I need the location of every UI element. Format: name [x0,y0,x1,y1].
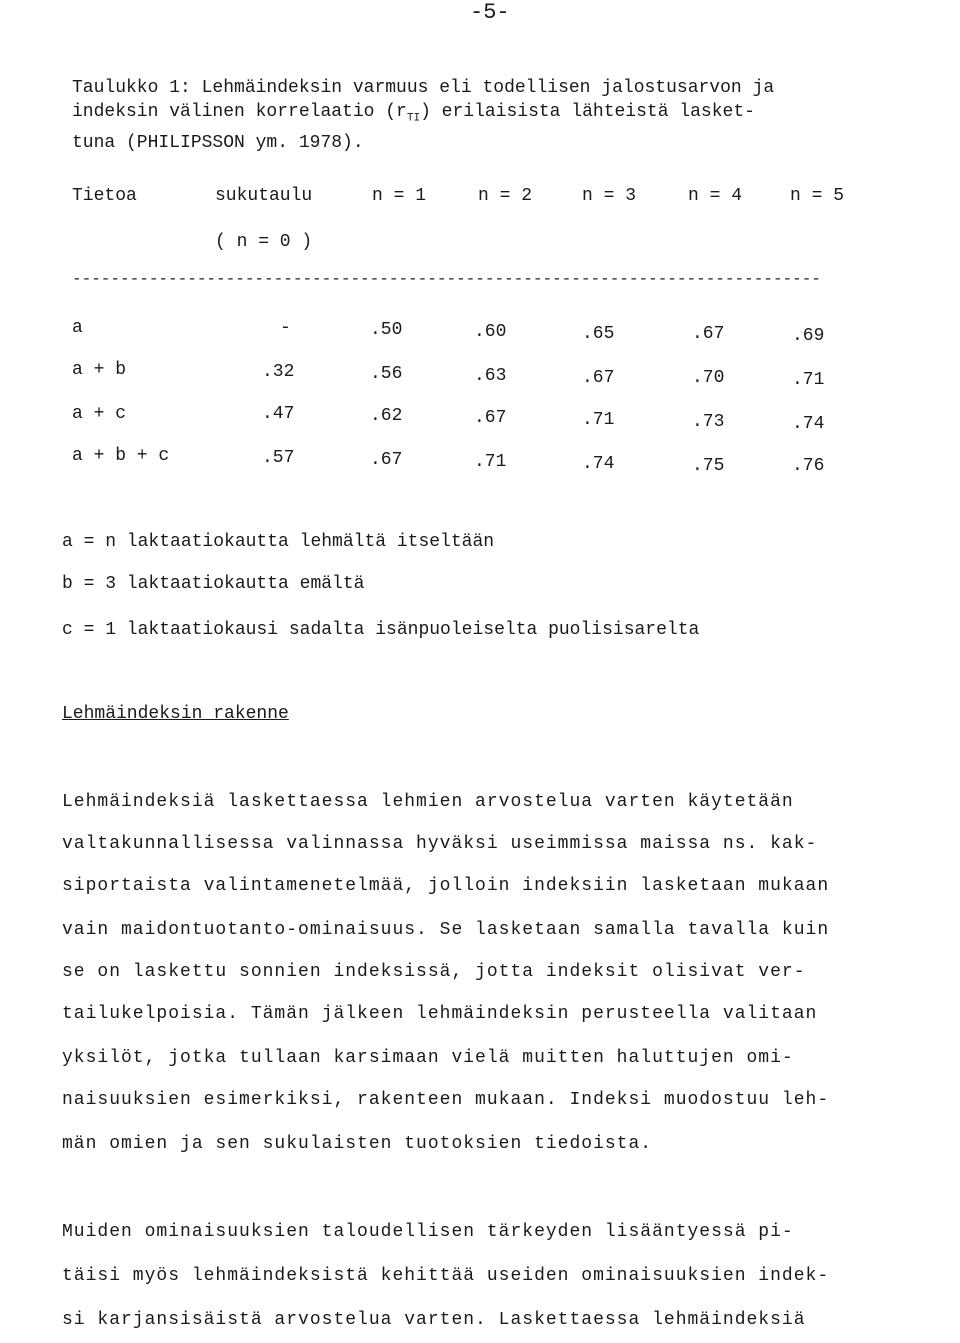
table-cell: .71 [474,452,507,472]
table-cell: .76 [792,456,825,476]
table-header-col3: n = 3 [582,186,637,206]
table-cell: .75 [692,456,725,476]
table-cell: .70 [692,368,725,388]
table-header-col4: n = 4 [688,186,743,206]
table-cell: .71 [792,370,825,390]
table-cell: .65 [582,324,615,344]
caption-line-3: tuna (PHILIPSSON ym. 1978). [72,132,364,153]
table-cell: .67 [370,450,403,470]
table-rule: ------------------------------------------------------------------------------ [72,270,821,288]
paragraph-line: si karjansisäistä arvostelua varten. Laskettaessa lehmäindeksiä [62,1310,806,1330]
table-cell: .67 [692,324,725,344]
paragraph-line: valtakunnallisessa valinnassa hyväksi useimmissa maissa ns. kak- [62,834,818,854]
legend-line: b = 3 laktaatiokautta emältä [62,574,365,594]
paragraph-line: Muiden ominaisuuksien taloudellisen tärkeyden lisääntyessä pi- [62,1222,794,1242]
paragraph-line: täisi myös lehmäindeksistä kehittää useiden ominaisuuksien indek- [62,1266,830,1286]
table-cell: .63 [474,366,507,386]
table-cell: .67 [582,368,615,388]
caption-line-1: Taulukko 1: Lehmäindeksin varmuus eli todellisen jalostusarvon ja [72,78,775,98]
table-cell: .32 [262,362,295,382]
table-header-col5: n = 5 [790,186,845,206]
table-header-label: Tietoa [72,186,137,206]
table-header-col0: sukutaulu [215,186,313,206]
table-cell: .56 [370,364,403,384]
table-cell: - [280,318,291,338]
paragraph-line: Lehmäindeksiä laskettaessa lehmien arvostelua varten käytetään [62,792,794,812]
table-row-label: a + b + c [72,446,170,466]
table-cell: .73 [692,412,725,432]
paragraph-line: se on laskettu sonnien indeksissä, jotta indeksit olisivat ver- [62,962,806,982]
caption-line-2: indeksin välinen korrelaatio $(r_{TI})$ erilaisista lähteistä lasket- [72,102,755,125]
table-cell: .71 [582,410,615,430]
page-number: -5- [470,0,510,25]
paragraph-line: siportaista valintamenetelmää, jolloin indeksiin lasketaan mukaan [62,876,830,896]
table-cell: .74 [582,454,615,474]
correlation-subscript: TI [406,112,421,125]
table-cell: .50 [370,320,403,340]
table-header-col0-sub: ( n = 0 ) [215,232,313,252]
table-row-label: a + c [72,404,127,424]
legend-line: c = 1 laktaatiokausi sadalta isänpuoleiselta puolisisarelta [62,620,700,640]
table-cell: .62 [370,406,403,426]
section-heading: Lehmäindeksin rakenne [62,704,289,724]
paragraph-line: män omien ja sen sukulaisten tuotoksien tiedoista. [62,1134,653,1154]
table-cell: .47 [262,404,295,424]
table-cell: .67 [474,408,507,428]
table-row-label: a [72,318,83,338]
table-header-col2: n = 2 [478,186,533,206]
table-caption [72,76,932,155]
legend-line: a = n laktaatiokautta lehmältä itseltään [62,532,495,552]
paragraph-line: naisuuksien esimerkiksi, rakenteen mukaan. Indeksi muodostuu leh- [62,1090,830,1110]
table-cell: .57 [262,448,295,468]
table-cell: .69 [792,326,825,346]
table-header-col1: n = 1 [372,186,427,206]
table-cell: .74 [792,414,825,434]
paragraph-line: yksilöt, jotka tullaan karsimaan vielä muitten haluttujen omi- [62,1048,794,1068]
paragraph-line: tailukelpoisia. Tämän jälkeen lehmäindeksin perusteella valitaan [62,1004,818,1024]
table-cell: .60 [474,322,507,342]
paragraph-line: vain maidontuotanto-ominaisuus. Se lasketaan samalla tavalla kuin [62,920,830,940]
table-row-label: a + b [72,360,127,380]
